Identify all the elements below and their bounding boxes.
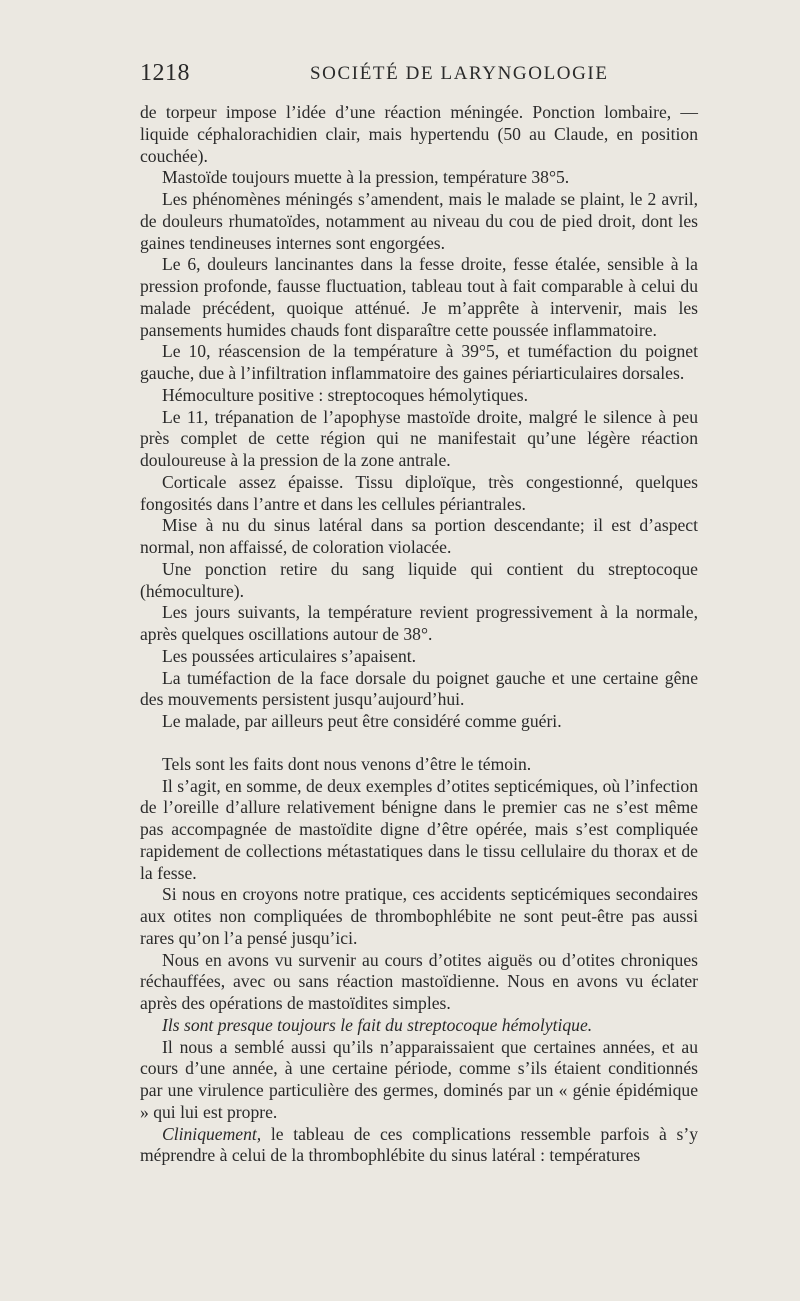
paragraph: Il nous a semblé aussi qu’ils n’apparaissaient que certaines années, et au cours d’une année, à une certaine période, comme s’ils étaient conditionnés par une virulence particulière des germes, dominés par un « génie épidémique » qui lui est propre. xyxy=(140,1036,698,1122)
paragraph: Mise à nu du sinus latéral dans sa portion descendante; il est d’aspect normal, non affaissé, de coloration violacée. xyxy=(140,515,698,557)
page-header xyxy=(140,60,700,90)
paragraph: Nous en avons vu survenir au cours d’otites aiguës ou d’otites chroniques réchauffées, avec ou sans réaction mastoïdienne. Nous en avons vu éclater après des opérations de mastoïdites simples. xyxy=(140,949,698,1013)
paragraph: Mastoïde toujours muette à la pression, température 38°5. xyxy=(162,167,570,188)
paragraph: Corticale assez épaisse. Tissu diploïque, très congestionné, quelques fongosités dans l’antre et dans les cellules périantrales. xyxy=(140,471,698,514)
paragraph: Les phénomènes méningés s’amendent, mais le malade se plaint, le 2 avril, de douleurs rhumatoïdes, notamment au niveau du cou de pied droit, dont les gaines tendineuses internes sont engorgées. xyxy=(140,189,698,253)
paragraph: Le 11, trépanation de l’apophyse mastoïde droite, malgré le silence à peu près complet de cette région qui ne manifestait qu’une légère réaction douloureuse à la pression de la zone antrale. xyxy=(140,406,698,470)
paragraph: de torpeur impose l’idée d’une réaction méningée. Ponction lombaire, — liquide céphalorachidien clair, mais hypertendu (50 au Claude, en position couchée). xyxy=(140,102,698,166)
paragraph: Le malade, par ailleurs peut être considéré comme guéri. xyxy=(162,711,562,731)
paragraph-text: le tableau de ces complications ressemble parfois à s’y méprendre à celui de la thrombophlébite du sinus latéral : températures xyxy=(140,1123,698,1166)
paragraph xyxy=(140,1124,698,1168)
paragraph: Le 6, douleurs lancinantes dans la fesse droite, fesse étalée, sensible à la pression profonde, fausse fluctuation, tableau tout à fait comparable à celui du malade précédent, quoique atténué. Je m’apprête à intervenir, mais les pansements humides chauds font disparaître cette poussée inflammatoire. xyxy=(140,254,698,340)
paragraph: Hémoculture positive : streptocoques hémolytiques. xyxy=(162,384,528,405)
paragraph: Tels sont les faits dont nous venons d’être le témoin. xyxy=(162,753,532,774)
running-head: SOCIÉTÉ DE LARYNGOLOGIE xyxy=(310,63,609,84)
page-number: 1218 xyxy=(140,60,190,86)
paragraph: Il s’agit, en somme, de deux exemples d’otites septicémiques, où l’infection de l’oreille d’allure relativement bénigne dans le premier cas ne s’est même pas accompagnée de mastoïdite digne d’être opérée, mais s’est compliquée rapidement de collections métastatiques dans le tissu cellulaire du thorax et de la fesse. xyxy=(140,775,698,883)
paragraph: Le 10, réascension de la température à 39°5, et tuméfaction du poignet gauche, due à l’infiltration inflammatoire des gaines périarticulaires dorsales. xyxy=(140,341,698,383)
paragraph: Une ponction retire du sang liquide qui contient du streptocoque (hémoculture). xyxy=(140,558,698,601)
italic-lead: Cliniquement, xyxy=(162,1123,262,1144)
paragraph: La tuméfaction de la face dorsale du poignet gauche et une certaine gêne des mouvements persistent jusqu’aujourd’hui. xyxy=(140,667,698,710)
paragraph: Si nous en croyons notre pratique, ces accidents septicémiques secondaires aux otites non compliquées de thrombophlébite ne sont peut-être pas aussi rares qu’on l’a pensé jusqu’ici. xyxy=(140,884,698,948)
paragraph-italic: Ils sont presque toujours le fait du streptocoque hémolytique. xyxy=(162,1014,593,1035)
paragraph: Les jours suivants, la température revient progressivement à la normale, après quelques oscillations autour de 38°. xyxy=(140,602,698,644)
paragraph: Les poussées articulaires s’apaisent. xyxy=(162,645,417,666)
body-text xyxy=(140,102,698,1167)
